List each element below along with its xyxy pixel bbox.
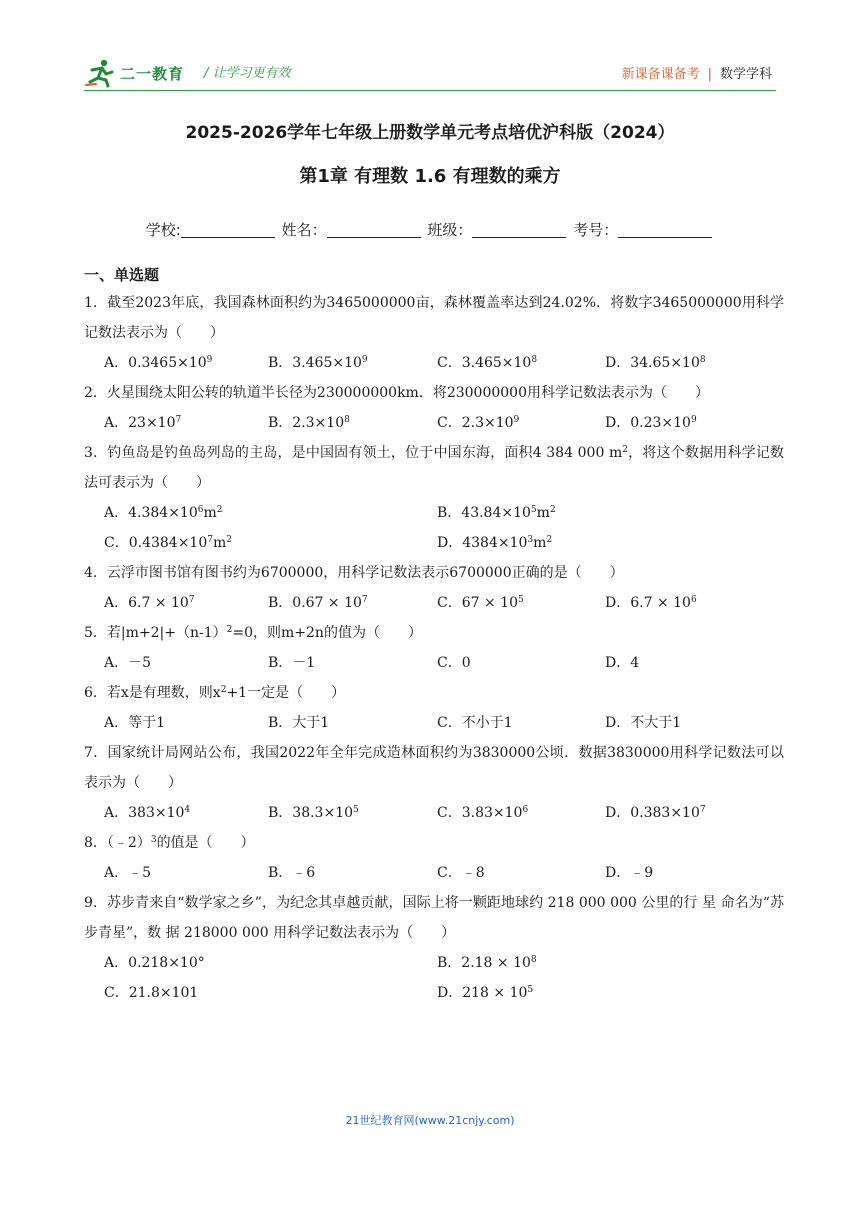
options-3a bbox=[84, 498, 784, 528]
school-label: 学校: bbox=[145, 221, 181, 239]
option: B．$2.18 \times 10^8$ bbox=[437, 955, 537, 971]
question-6: 6．若x是有理数，则$x^2+1$一定是（ ） bbox=[84, 685, 346, 701]
option: C．$3.83\times 10^6$ bbox=[437, 805, 529, 821]
header-divider bbox=[84, 90, 776, 91]
name-label: 姓名： bbox=[281, 221, 327, 239]
option: A．等于1 bbox=[104, 715, 166, 731]
option: C．$2.3\times 10^9$ bbox=[437, 415, 520, 431]
option: B．大于1 bbox=[268, 715, 330, 731]
header-category: 新课备课备考 bbox=[621, 67, 700, 82]
option: B．$0.67 \times 10^7$ bbox=[268, 595, 368, 611]
brand-logo bbox=[84, 56, 204, 90]
options-9b bbox=[84, 978, 784, 1008]
option: D．$0.383\times 10^7$ bbox=[605, 805, 706, 821]
option: D．$34.65\times 10^8$ bbox=[605, 355, 706, 371]
options-4 bbox=[84, 588, 784, 618]
student-info-row bbox=[0, 219, 860, 240]
options-9a bbox=[84, 948, 784, 978]
options-8 bbox=[84, 858, 784, 888]
options-5 bbox=[84, 648, 784, 678]
class-blank bbox=[472, 221, 566, 238]
question-9: 9．苏步青来自“数学家之乡”，为纪念其卓越贡献，国际上将一颗距地球约 218 000 000 公里的行 星 命名为“苏步青星”，数 据 218000 000 用科学记数法表示为（ ） bbox=[84, 895, 784, 941]
option: A．$383\times 10^4$ bbox=[104, 805, 191, 821]
option: D．$4384\times 10^3m^2$ bbox=[437, 535, 553, 551]
page-header bbox=[84, 56, 776, 90]
option: D．$218 \times 10^5$ bbox=[437, 985, 534, 1001]
name-blank bbox=[327, 221, 421, 238]
option: C．$3.465\times 10^8$ bbox=[437, 355, 538, 371]
question-5: 5．若$|m+2|+(n-1)^2=0$，则m+2n的值为（ ） bbox=[84, 625, 422, 641]
option: C．0 bbox=[437, 655, 471, 671]
option: C．$67 \times 10^5$ bbox=[437, 595, 524, 611]
option: B．$3.465\times 10^9$ bbox=[268, 355, 368, 371]
header-subject bbox=[622, 63, 772, 82]
options-1 bbox=[84, 348, 784, 378]
option: D．$0.23\times 10^9$ bbox=[605, 415, 697, 431]
option: D．不大于1 bbox=[605, 715, 682, 731]
option: A．$4.384\times 10^6m^2$ bbox=[104, 505, 223, 521]
option: C．﹣8 bbox=[437, 865, 485, 881]
options-3b bbox=[84, 528, 784, 558]
option: A．0.218×10° bbox=[104, 955, 205, 971]
option: B．－1 bbox=[268, 655, 316, 671]
option: B．$2.3\times 10^8$ bbox=[268, 415, 350, 431]
option: A．$23\times 10^7$ bbox=[104, 415, 182, 431]
chapter-title: 第1章 有理数 1.6 有理数的乘方 bbox=[299, 166, 561, 187]
options-7 bbox=[84, 798, 784, 828]
option: A．－5 bbox=[104, 655, 152, 671]
option: A．$0.3465\times 10^9$ bbox=[104, 355, 213, 371]
option: B．$38.3\times 10^5$ bbox=[268, 805, 359, 821]
header-separator: | bbox=[707, 67, 712, 82]
question-3: 3．钓鱼岛是钓鱼岛列岛的主岛，是中国固有领土，位于中国东海，面积4 384 000 $m^2$，将这个数据用科学记数法可表示为（ ） bbox=[84, 445, 785, 491]
option: C．不小于1 bbox=[437, 715, 513, 731]
logo-text: 二一教育 bbox=[120, 65, 185, 83]
number-blank bbox=[618, 221, 712, 238]
options-2 bbox=[84, 408, 784, 438]
section-heading: 一、单选题 bbox=[84, 266, 160, 284]
option: A．$6.7 \times 10^7$ bbox=[104, 595, 195, 611]
footer-source: 21世纪教育网(www.21cnjy.com) bbox=[345, 1114, 515, 1127]
question-1: 1．截至2023年底，我国森林面积约为3465000000亩，森林覆盖率达到24.02%．将数字3465000000用科学记数法表示为（ ） bbox=[84, 295, 784, 341]
question-4: 4．云浮市图书馆有图书约为6700000，用科学记数法表示6700000正确的是（ ） bbox=[84, 565, 624, 581]
option: D．﹣9 bbox=[605, 865, 654, 881]
option: B．﹣6 bbox=[268, 865, 316, 881]
running-man-icon bbox=[84, 58, 118, 88]
option: A．﹣5 bbox=[104, 865, 152, 881]
slogan: / 让学习更有效 bbox=[204, 66, 291, 81]
options-6 bbox=[84, 708, 784, 738]
school-blank bbox=[181, 221, 275, 238]
question-7: 7．国家统计局网站公布，我国2022年全年完成造林面积约为3830000公顷．数据3830000用科学记数法可以表示为（ ） bbox=[84, 745, 784, 791]
class-label: 班级： bbox=[427, 221, 473, 239]
question-8: 8．（﹣2）$^3$的值是（ ） bbox=[84, 835, 255, 851]
document-title: 2025-2026学年七年级上册数学单元考点培优沪科版（2024） bbox=[185, 123, 675, 143]
option: D．4 bbox=[605, 655, 640, 671]
option: C．$0.4384\times 10^7m^2$ bbox=[104, 535, 232, 551]
number-label: 考号： bbox=[573, 221, 619, 239]
header-subject-label: 数学学科 bbox=[719, 67, 772, 82]
question-2: 2．火星围绕太阳公转的轨道半长径为230000000km．将230000000用科学记数法表示为（ ） bbox=[84, 385, 709, 401]
option: D．$6.7 \times 10^6$ bbox=[605, 595, 697, 611]
question-list bbox=[84, 288, 784, 1008]
option: B．$43.84\times 10^5m^2$ bbox=[437, 505, 556, 521]
option: C．21.8×101 bbox=[104, 985, 199, 1001]
